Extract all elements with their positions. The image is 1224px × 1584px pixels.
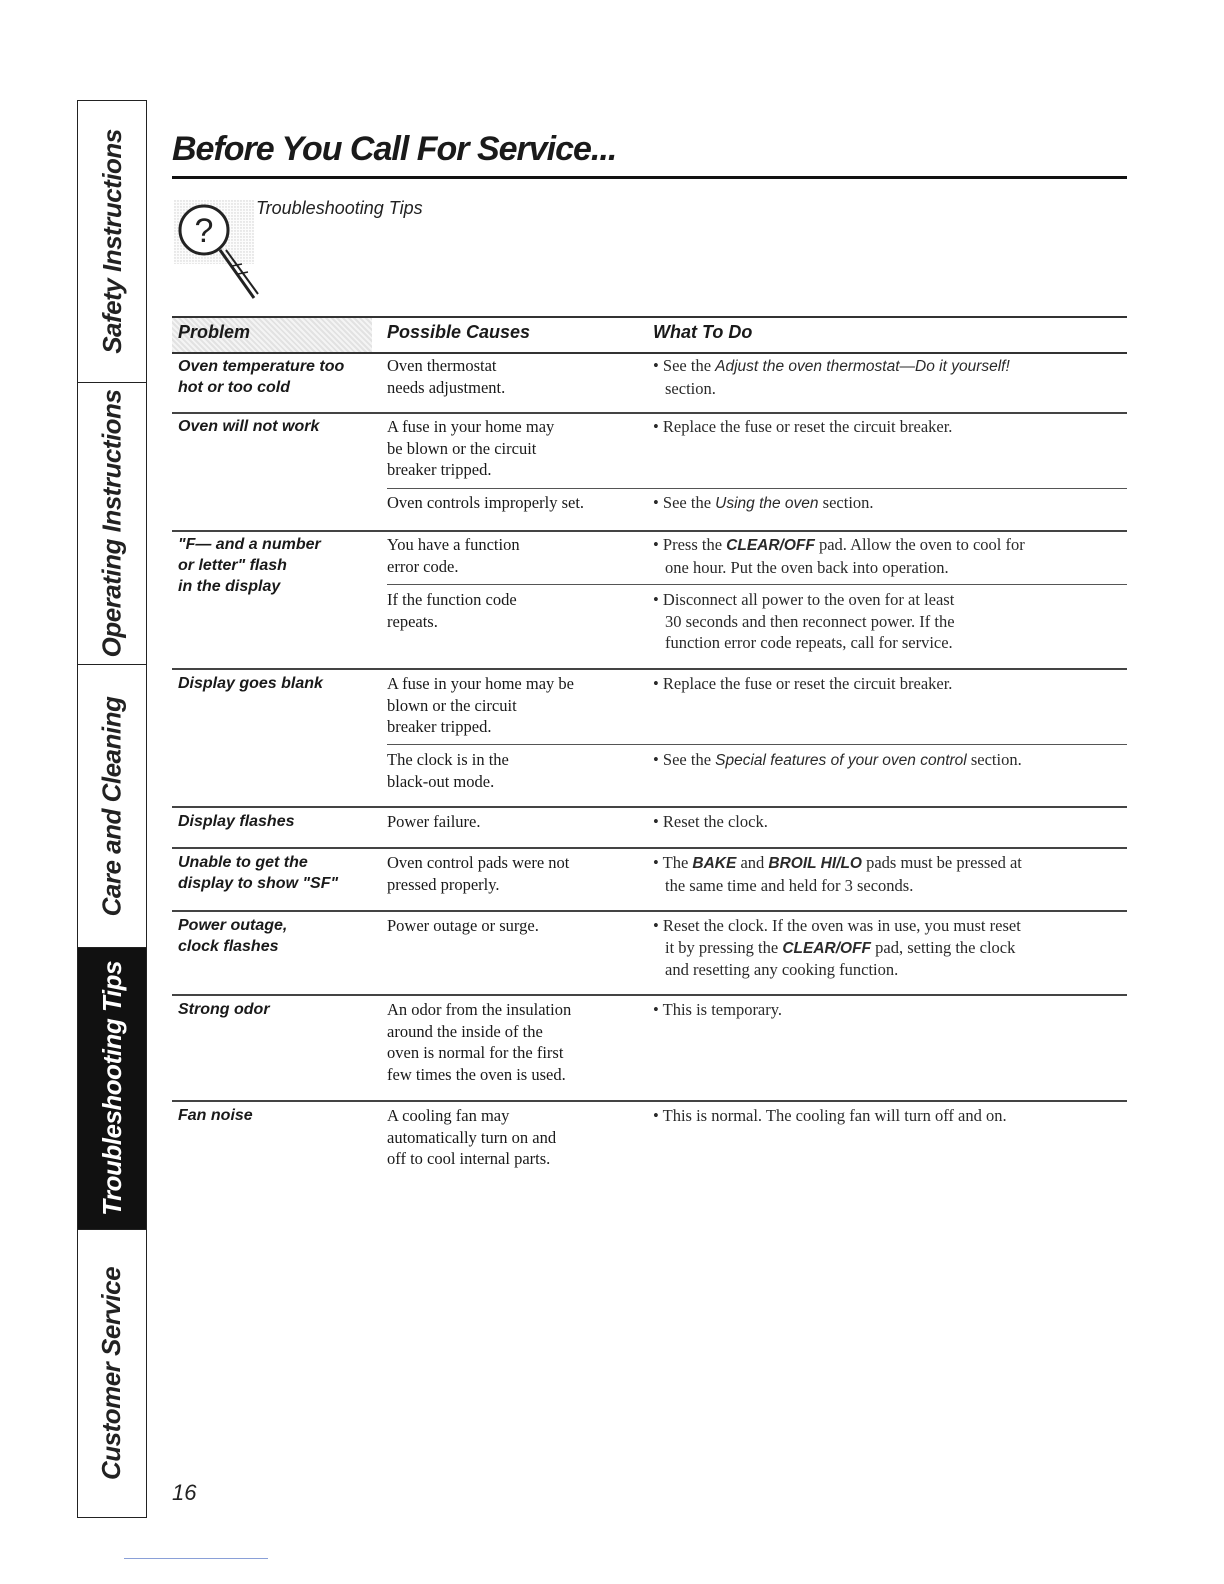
problem-text: Oven temperature too hot or too cold (178, 358, 345, 396)
problem-text: Fan noise (178, 1107, 253, 1124)
tab-label: Troubleshooting Tips (96, 961, 127, 1216)
todo-text: • See the Special features of your oven control section. (653, 750, 1022, 769)
todo-text: • Press the CLEAR/OFF pad. Allow the oven to cool for one hour. Put the oven back into operation. (653, 535, 1025, 577)
scan-edge-line (124, 1558, 268, 1559)
tab-label: Care and Cleaning (96, 696, 127, 916)
cause-text: The clock is in the black-out mode. (387, 750, 509, 791)
tab-label: Safety Instructions (96, 129, 127, 354)
cause-text: An odor from the insulation around the inside of the oven is normal for the first few times the oven is used. (387, 1000, 572, 1084)
tips-label: Troubleshooting Tips (256, 198, 423, 218)
column-header-problem: Problem (178, 322, 251, 342)
problem-text: Unable to get the display to show "SF" (178, 854, 339, 892)
column-header-todo: What To Do (653, 322, 753, 342)
title-rule (172, 176, 1127, 179)
cause-text: Oven controls improperly set. (387, 493, 585, 512)
magnifier-question-icon (174, 194, 264, 304)
cause-text: Oven thermostat needs adjustment. (387, 356, 506, 397)
todo-text: • This is normal. The cooling fan will turn off and on. (653, 1106, 1007, 1125)
todo-text: • Reset the clock. (653, 812, 768, 831)
problem-text: Display goes blank (178, 675, 323, 692)
page-number: 16 (172, 1480, 197, 1505)
problem-text: "F— and a number or letter" flash in the display (178, 536, 321, 595)
todo-text: • See the Using the oven section. (653, 493, 874, 512)
cause-text: If the function code repeats. (387, 590, 517, 631)
cause-text: Power failure. (387, 812, 481, 831)
cause-text: A cooling fan may automatically turn on and off to cool internal parts. (387, 1106, 557, 1168)
tab-operating-instructions[interactable] (78, 383, 146, 665)
column-header-causes: Possible Causes (387, 322, 531, 342)
problem-text: Strong odor (178, 1001, 270, 1018)
table-header (172, 318, 1127, 354)
problem-text: Power outage, clock flashes (178, 917, 288, 955)
todo-text: • The BAKE and BROIL HI/LO pads must be pressed at the same time and held for 3 seconds. (653, 853, 1022, 895)
todo-text: • See the Adjust the oven thermostat—Do it yourself! section. (653, 356, 1010, 398)
tab-label: Customer Service (96, 1266, 127, 1480)
problem-text: Oven will not work (178, 418, 320, 435)
problem-text: Display flashes (178, 813, 295, 830)
todo-text: • Disconnect all power to the oven for at least 30 seconds and then reconnect power. If the function error code repeats, call for service. (653, 590, 955, 652)
cause-text: A fuse in your home may be blown or the circuit breaker tripped. (387, 674, 574, 736)
tab-care-and-cleaning[interactable] (78, 665, 146, 948)
cause-text: Power outage or surge. (387, 916, 539, 935)
cause-text: Oven control pads were not pressed properly. (387, 853, 570, 894)
tab-troubleshooting-tips[interactable] (78, 948, 146, 1230)
cause-text: You have a function error code. (387, 535, 520, 576)
todo-text: • This is temporary. (653, 1000, 783, 1019)
cause-text: A fuse in your home may be blown or the circuit breaker tripped. (387, 417, 555, 479)
todo-text: • Replace the fuse or reset the circuit breaker. (653, 417, 953, 436)
svg-text:?: ? (194, 212, 214, 250)
header-rule (172, 352, 1127, 354)
page-title: Before You Call For Service... (172, 130, 617, 168)
tab-label: Operating Instructions (96, 389, 127, 658)
tab-customer-service[interactable] (78, 1230, 146, 1516)
todo-text: • Reset the clock. If the oven was in use, you must reset it by pressing the CLEAR/OFF pad, setting the clock and resetting any cooking function. (653, 916, 1021, 979)
todo-text: • Replace the fuse or reset the circuit breaker. (653, 674, 953, 693)
section-sidebar (77, 100, 147, 1518)
tab-safety-instructions[interactable] (78, 101, 146, 383)
